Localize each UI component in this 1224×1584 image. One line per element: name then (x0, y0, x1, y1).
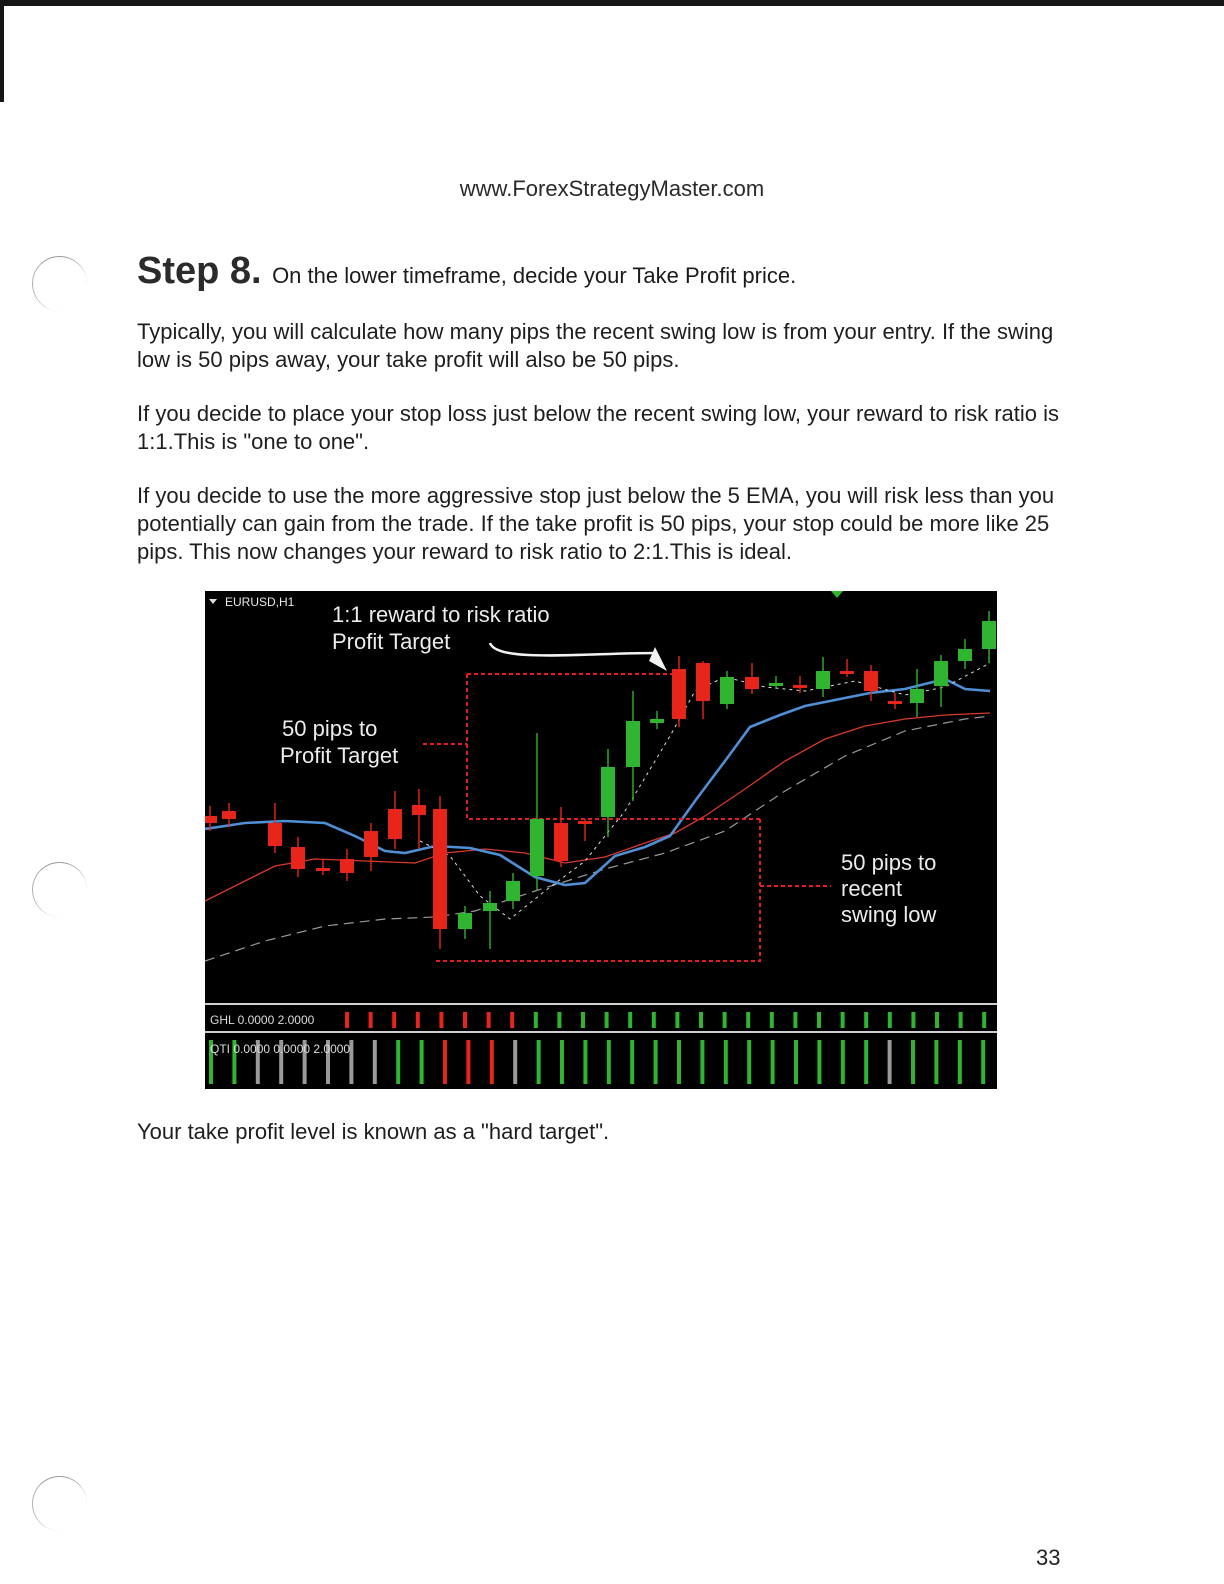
qti-bar (817, 1040, 821, 1084)
ghl-bar (911, 1012, 915, 1028)
bear-candle (364, 831, 378, 857)
ghl-bar (392, 1012, 396, 1028)
qti-bar (771, 1040, 775, 1084)
bull-candle (720, 677, 734, 704)
qti-bar (420, 1040, 424, 1084)
bull-candle (982, 621, 996, 649)
bull-candle (601, 767, 615, 817)
ghl-bar (723, 1012, 727, 1028)
annotation-sl-line2: recent (841, 876, 903, 901)
ghl-bar (345, 1012, 349, 1028)
qti-bar (794, 1040, 798, 1084)
bull-candle (650, 719, 664, 723)
ghl-bar (864, 1012, 868, 1028)
bear-candle (793, 685, 807, 688)
panel-separator-top (205, 1003, 997, 1005)
chart-symbol: EURUSD,H1 (225, 595, 295, 609)
bull-candle (958, 649, 972, 661)
bull-candle (483, 903, 497, 911)
bull-candle (506, 881, 520, 901)
ghl-bar (369, 1012, 373, 1028)
ghl-bar (699, 1012, 703, 1028)
ghl-bar (463, 1012, 467, 1028)
bear-candle (205, 816, 217, 823)
bear-candle (388, 809, 402, 839)
ghl-bar (510, 1012, 514, 1028)
qti-bar (841, 1040, 845, 1084)
scan-border-left (0, 0, 4, 102)
qti-bar (373, 1040, 377, 1084)
ghl-bar (888, 1012, 892, 1028)
step-heading (137, 250, 796, 293)
qti-bar (724, 1040, 728, 1084)
ghl-indicator-label: GHL 0.0000 2.0000 (210, 1013, 315, 1027)
annotation-sl-line1: 50 pips to (841, 850, 937, 875)
qti-indicator-label: QTI 0.0000 0.0000 2.0000 (210, 1042, 351, 1056)
caption-hard-target: Your take profit level is known as a "hard target". (137, 1119, 610, 1144)
ghl-bar (959, 1012, 963, 1028)
qti-bar (560, 1040, 564, 1084)
qti-bar (466, 1040, 470, 1084)
qti-bar (490, 1040, 494, 1084)
ghl-bar (793, 1012, 797, 1028)
step-description: On the lower timeframe, decide your Take Profit price. (272, 263, 797, 288)
punch-hole-top (32, 256, 87, 311)
ghl-bar (770, 1012, 774, 1028)
bear-candle (888, 701, 902, 704)
ghl-bar (605, 1012, 609, 1028)
bear-candle (578, 821, 592, 824)
bull-candle (458, 913, 472, 929)
ghl-bar (841, 1012, 845, 1028)
bear-candle (291, 847, 305, 869)
page-number: 33 (1036, 1545, 1061, 1570)
qti-bar (888, 1040, 892, 1084)
bear-candle (316, 868, 330, 871)
bear-candle (696, 663, 710, 701)
bull-candle (626, 721, 640, 767)
qti-bar (677, 1040, 681, 1084)
ghl-bar (935, 1012, 939, 1028)
paragraph-one-to-one: If you decide to place your stop loss just below the recent swing low, your reward to risk ratio is 1:1.This is "one to one". (137, 401, 1059, 454)
qti-bar (958, 1040, 962, 1084)
forex-chart (205, 591, 997, 1089)
annotation-ratio-line1: 1:1 reward to risk ratio (332, 602, 550, 627)
qti-bar (630, 1040, 634, 1084)
ghl-bar (581, 1012, 585, 1028)
qti-bar (700, 1040, 704, 1084)
qti-bar (607, 1040, 611, 1084)
ghl-bar (534, 1012, 538, 1028)
qti-bar (513, 1040, 517, 1084)
annotation-pt-line1: 50 pips to (282, 716, 378, 741)
bear-candle (412, 805, 426, 815)
bear-candle (222, 811, 236, 819)
qti-bar (537, 1040, 541, 1084)
qti-bar (654, 1040, 658, 1084)
bull-candle (816, 671, 830, 689)
bear-candle (268, 823, 282, 846)
qti-bar (981, 1040, 985, 1084)
bear-candle (864, 671, 878, 691)
ghl-bar (557, 1012, 561, 1028)
ghl-bar (817, 1012, 821, 1028)
ghl-bar (439, 1012, 443, 1028)
bear-candle (433, 809, 447, 929)
chart-background (205, 591, 997, 1089)
bear-candle (745, 677, 759, 689)
qti-bar (934, 1040, 938, 1084)
bull-candle (769, 683, 783, 686)
annotation-ratio-line2: Profit Target (332, 629, 451, 654)
bull-candle (530, 819, 544, 876)
ghl-bar (982, 1012, 986, 1028)
qti-bar (396, 1040, 400, 1084)
bear-candle (340, 859, 354, 873)
ghl-bar (675, 1012, 679, 1028)
ghl-bar (628, 1012, 632, 1028)
punch-hole-middle (32, 862, 87, 917)
ghl-bar (487, 1012, 491, 1028)
chart-canvas (205, 591, 997, 1089)
site-url: www.ForexStrategyMaster.com (459, 176, 765, 201)
ghl-bar (652, 1012, 656, 1028)
ghl-bar (416, 1012, 420, 1028)
paragraph-two-to-one: If you decide to use the more aggressive stop just below the 5 EMA, you will risk less than you potentially can gain from the trade. If the take profit is 50 pips, your stop could be more like 25 pips. This now changes your reward to risk ratio to 2:1.This is ideal. (137, 483, 1055, 564)
qti-bar (583, 1040, 587, 1084)
step-title: Step 8. (137, 250, 262, 292)
qti-bar (443, 1040, 447, 1084)
qti-bar (747, 1040, 751, 1084)
bear-candle (554, 823, 568, 861)
ghl-bar (746, 1012, 750, 1028)
punch-hole-bottom (32, 1476, 87, 1531)
scan-border-top (0, 0, 1224, 6)
annotation-sl-line3: swing low (841, 902, 937, 927)
qti-bar (911, 1040, 915, 1084)
bull-candle (934, 661, 948, 686)
annotation-pt-line2: Profit Target (280, 743, 399, 768)
qti-bar (864, 1040, 868, 1084)
panel-separator-bottom (205, 1031, 997, 1033)
bear-candle (840, 671, 854, 674)
bear-candle (672, 669, 686, 719)
bull-candle (910, 689, 924, 703)
paragraph-swing-low: Typically, you will calculate how many pips the recent swing low is from your entry. If the swing low is 50 pips away, your take profit will also be 50 pips. (137, 319, 1054, 372)
